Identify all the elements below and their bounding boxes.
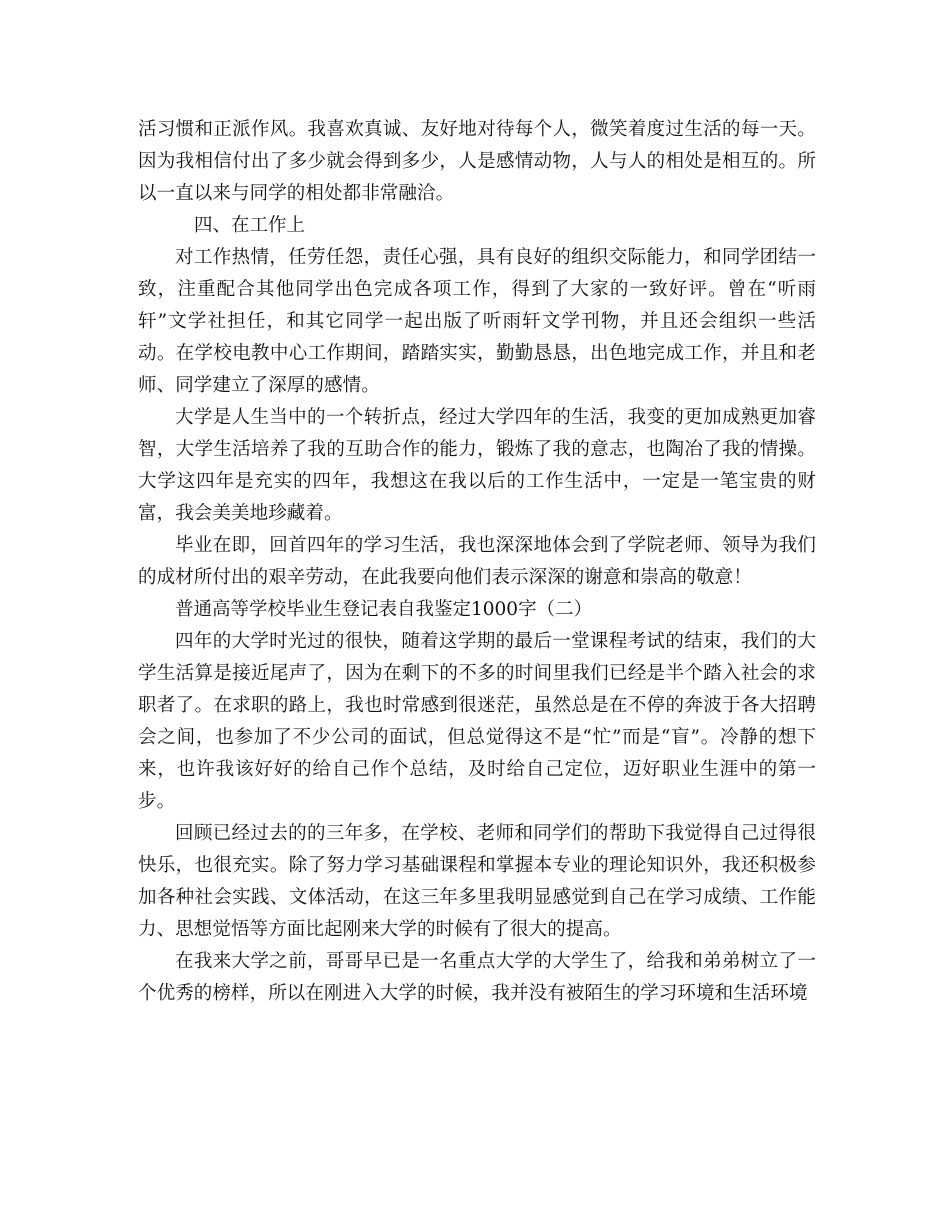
paragraph-four-years: 四年的大学时光过的很快，随着这学期的最后一堂课程考试的结束，我们的大学生活算是接近尾声了，因为在剩下的不多的时间里我们已经是半个踏入社会的求职者了。在求职的路上，我也时常感到很迷茫，虽然总是在不停的奔波于各大招聘会之间，也参加了不少公司的面试，但总觉得这不是“忙”而是“盲”。冷静的想下来，也许我该好好的给自己作个总结，及时给自己定位，迈好职业生涯中的第一步。 — [138, 631, 816, 812]
paragraph-university: 大学是人生当中的一个转折点，经过大学四年的生活，我变的更加成熟更加睿智，大学生活培养了我的互助合作的能力，锻炼了我的意志，也陶冶了我的情操。大学这四年是充实的四年，我想这在我以后的工作生活中，一定是一笔宝贵的财富，我会美美地珍藏着。 — [138, 407, 816, 524]
paragraph-graduation: 毕业在即，回首四年的学习生活，我也深深地体会到了学院老师、领导为我们的成材所付出的艰辛劳动，在此我要向他们表示深深的谢意和崇高的敬意！ — [138, 535, 816, 588]
paragraph-work: 对工作热情，任劳任怨，责任心强，具有良好的组织交际能力，和同学团结一致，注重配合其他同学出色完成各项工作，得到了大家的一致好评。曾在“听雨轩”文学社担任，和其它同学一起出版了听雨轩文学刊物，并且还会组织一些活动。在学校电教中心工作期间，踏踏实实，勤勤恳恳，出色地完成工作，并且和老师、同学建立了深厚的感情。 — [138, 247, 816, 396]
document-body — [138, 114, 816, 1010]
section-title-part-two: 普通高等学校毕业生登记表自我鉴定1000字（二） — [175, 599, 593, 620]
paragraph-before-university: 在我来大学之前，哥哥早已是一名重点大学的大学生了，给我和弟弟树立了一个优秀的榜样，所以在刚进入大学的时候，我并没有被陌生的学习环境和生活环境 — [138, 951, 816, 1004]
paragraph-review: 回顾已经过去的的三年多，在学校、老师和同学们的帮助下我觉得自己过得很快乐，也很充实。除了努力学习基础课程和掌握本专业的理论知识外，我还积极参加各种社会实践、文体活动，在这三年多里我明显感觉到自己在学习成绩、工作能力、思想觉悟等方面比起刚来大学的时候有了很大的提高。 — [138, 823, 816, 940]
section-heading-work: 四、在工作上 — [194, 215, 306, 236]
paragraph-continuation: 活习惯和正派作风。我喜欢真诚、友好地对待每个人，微笑着度过生活的每一天。因为我相信付出了多少就会得到多少，人是感情动物，人与人的相处是相互的。所以一直以来与同学的相处都非常融洽。 — [138, 119, 816, 204]
